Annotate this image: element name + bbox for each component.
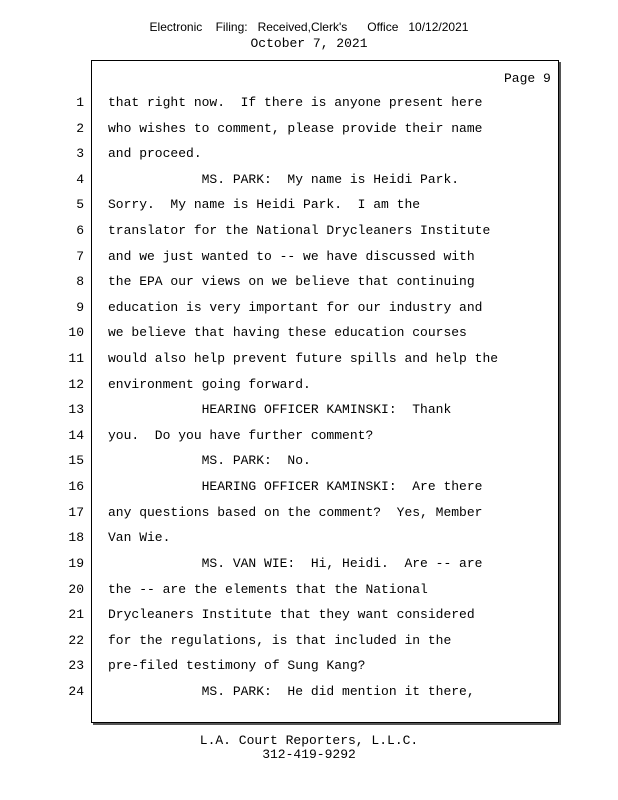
line-number: 5 [76,197,84,212]
line-number: 11 [68,351,84,366]
line-text: that right now. If there is anyone present here [108,95,483,110]
line-number: 23 [68,658,84,673]
line-number: 16 [68,479,84,494]
line-text: the -- are the elements that the National [108,582,428,597]
line-number: 4 [76,172,84,187]
line-text: any questions based on the comment? Yes, Member [108,505,483,520]
line-number: 8 [76,274,84,289]
line-number: 1 [76,95,84,110]
line-text: Van Wie. [108,530,171,545]
transcript-line [0,377,560,395]
transcript-line [0,428,560,446]
line-number: 9 [76,300,84,315]
line-text: who wishes to comment, please provide their name [108,121,483,136]
transcript-line [0,249,560,267]
line-number: 7 [76,249,84,264]
line-text: and we just wanted to -- we have discussed with [108,249,475,264]
transcript-line [0,505,560,523]
line-number: 2 [76,121,84,136]
transcript-line [0,633,560,651]
line-number: 18 [68,530,84,545]
filing-stamp: Electronic Filing: Received,Clerk's Office 10/12/2021 [149,20,469,34]
line-number: 13 [68,402,84,417]
footer-phone: 312-419-9292 [262,747,356,762]
line-number: 12 [68,377,84,392]
line-text: HEARING OFFICER KAMINSKI: Thank [108,402,452,417]
line-number: 15 [68,453,84,468]
line-text: Drycleaners Institute that they want considered [108,607,475,622]
line-text: education is very important for our industry and [108,300,483,315]
transcript-line [0,197,560,215]
transcript-line [0,453,560,471]
transcript-line [0,172,560,190]
transcript-line [0,582,560,600]
transcript-line [0,607,560,625]
line-number: 3 [76,146,84,161]
line-number: 22 [68,633,84,648]
transcript-line [0,325,560,343]
transcript-line [0,121,560,139]
transcript-line [0,95,560,113]
transcript-line [0,556,560,574]
line-number: 10 [68,325,84,340]
transcript-line [0,300,560,318]
line-number: 14 [68,428,84,443]
line-text: the EPA our views on we believe that continuing [108,274,475,289]
line-number: 21 [68,607,84,622]
transcript-line [0,402,560,420]
transcript-line [0,530,560,548]
line-text: MS. PARK: He did mention it there, [108,684,475,699]
line-text: HEARING OFFICER KAMINSKI: Are there [108,479,483,494]
line-text: MS. VAN WIE: Hi, Heidi. Are -- are [108,556,483,571]
line-text: you. Do you have further comment? [108,428,374,443]
line-number: 19 [68,556,84,571]
page-label: Page 9 [504,71,551,86]
line-number: 17 [68,505,84,520]
transcript-line [0,274,560,292]
line-text: for the regulations, is that included in the [108,633,452,648]
transcript-line [0,223,560,241]
line-text: Sorry. My name is Heidi Park. I am the [108,197,421,212]
hearing-date: October 7, 2021 [250,36,368,51]
transcript-line [0,351,560,369]
transcript-line [0,684,560,702]
line-text: translator for the National Drycleaners Institute [108,223,491,238]
transcript-line [0,479,560,497]
transcript-line [0,658,560,676]
line-number: 6 [76,223,84,238]
line-text: would also help prevent future spills and help the [108,351,499,366]
line-text: MS. PARK: No. [108,453,311,468]
line-text: environment going forward. [108,377,311,392]
line-text: we believe that having these education courses [108,325,467,340]
line-text: MS. PARK: My name is Heidi Park. [108,172,460,187]
line-text: and proceed. [108,146,202,161]
line-number: 20 [68,582,84,597]
line-number: 24 [68,684,84,699]
footer-company: L.A. Court Reporters, L.L.C. [199,733,419,748]
transcript-line [0,146,560,164]
line-text: pre-filed testimony of Sung Kang? [108,658,366,673]
